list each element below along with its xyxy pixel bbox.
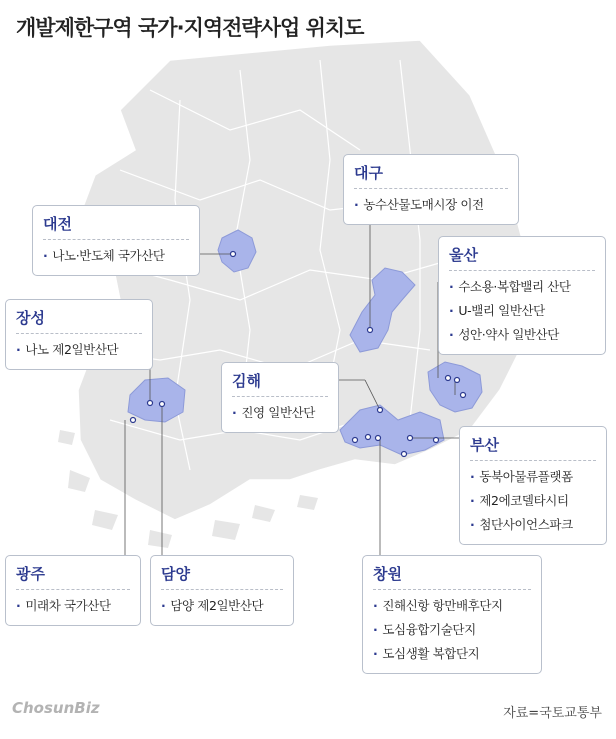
marker-ulsan-2 <box>455 378 460 383</box>
callout-damyang <box>150 555 294 626</box>
callout-item: · 동북아물류플랫폼 <box>470 469 573 484</box>
marker-ulsan-1 <box>446 376 451 381</box>
marker-ulsan-3 <box>461 393 466 398</box>
callout-title: 김해 <box>232 370 328 397</box>
marker-daegu <box>368 328 373 333</box>
marker-gimhae <box>378 408 383 413</box>
marker-busan-2 <box>408 436 413 441</box>
callout-item: · 진영 일반산단 <box>232 405 315 420</box>
marker-changwon-2 <box>366 435 371 440</box>
callout-item: · 진해신항 항만배후단지 <box>373 598 503 613</box>
marker-busan-1 <box>402 452 407 457</box>
marker-damyang <box>160 402 165 407</box>
callout-item: · 농수산물도매시장 이전 <box>354 197 484 212</box>
callout-item: · 성안·약사 일반산단 <box>449 327 559 342</box>
callout-item: · 첨단사이언스파크 <box>470 517 573 532</box>
callout-busan <box>459 426 607 545</box>
callout-item: · 담양 제2일반산단 <box>161 598 264 613</box>
callout-title: 울산 <box>449 244 595 271</box>
callout-item: · 제2에코델타시티 <box>470 493 569 508</box>
map-title: 개발제한구역 국가·지역전략사업 위치도 <box>16 16 364 40</box>
marker-changwon-1 <box>353 438 358 443</box>
callout-title: 창원 <box>373 563 531 590</box>
marker-jangseong <box>148 401 153 406</box>
marker-busan-3 <box>434 438 439 443</box>
callout-gimhae <box>221 362 339 433</box>
callout-item: · U-밸리 일반산단 <box>449 303 545 318</box>
callout-title: 장성 <box>16 307 142 334</box>
callout-item: · 도심생활 복합단지 <box>373 646 480 661</box>
callout-title: 부산 <box>470 434 596 461</box>
marker-changwon-3 <box>376 436 381 441</box>
callout-title: 광주 <box>16 563 130 590</box>
callout-gwangju <box>5 555 141 626</box>
source-note: 자료=국토교통부 <box>503 706 602 721</box>
callout-jangseong <box>5 299 153 370</box>
callout-changwon <box>362 555 542 674</box>
callout-item: · 나노·반도체 국가산단 <box>43 248 165 263</box>
callout-ulsan <box>438 236 606 355</box>
callout-item: · 나노 제2일반산단 <box>16 342 119 357</box>
callout-item: · 미래차 국가산단 <box>16 598 111 613</box>
callout-item: · 도심융합기술단지 <box>373 622 476 637</box>
callout-daegu <box>343 154 519 225</box>
callout-item: · 수소용·복합밸리 산단 <box>449 279 571 294</box>
callout-title: 대전 <box>43 213 189 240</box>
marker-gwangju <box>131 418 136 423</box>
publisher-logo: ChosunBiz <box>12 699 100 717</box>
marker-daejeon <box>231 252 236 257</box>
callout-daejeon <box>32 205 200 276</box>
callout-title: 대구 <box>354 162 508 189</box>
callout-title: 담양 <box>161 563 283 590</box>
